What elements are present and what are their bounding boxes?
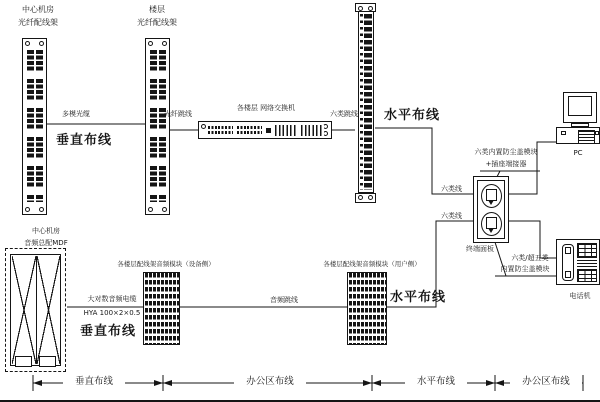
patch-panel-ports (364, 14, 372, 190)
zone-vertical-bottom-label: 垂直布线 (80, 324, 137, 339)
cat6-line-top-label: 六类线 (441, 185, 462, 193)
mdf-cross-connect-right (36, 256, 60, 364)
network-switch (198, 121, 332, 139)
pc-label: PC (573, 149, 583, 157)
audio-mdf-title-line2: 音频总配MDF (10, 239, 82, 248)
pc-screen (568, 96, 592, 116)
audio-jumper-label: 音频跳线 (270, 296, 298, 304)
cat6-line-bottom-label: 六类线 (441, 212, 462, 220)
switch-port-row (237, 131, 262, 134)
screw-icon (148, 41, 153, 46)
fiber-module-column (27, 50, 34, 202)
switch-port-row (208, 131, 233, 134)
floor-fiber-rack (145, 38, 170, 215)
audio-trunk-spec-label: HYA 100×2×0.5 (83, 309, 141, 317)
zone-vertical-top-label: 垂直布线 (56, 133, 113, 148)
fiber-mdf-title (8, 3, 68, 29)
telephone (556, 239, 600, 285)
pc-monitor (563, 92, 597, 123)
wall-outlet (473, 176, 509, 243)
jack-notch-icon (488, 228, 494, 233)
connector-outlet-to-phone (508, 221, 556, 258)
audio-module-user-title: 各楼层配线架音频模块（用户侧） (323, 260, 421, 268)
audio-module-equipment-title: 各楼层配线架音频模块（设备侧） (117, 260, 215, 268)
dimension-label-vertical: 垂直布线 (63, 376, 125, 388)
screw-icon (39, 207, 44, 212)
phone-display-lines (577, 260, 597, 268)
handset-earpiece (565, 247, 571, 254)
outlet-module-note-line1: 六类内置防尘盖模块 (474, 148, 538, 156)
pc-drive-bays (578, 130, 595, 144)
fiber-mdf-title-line2: 光纤配线架 (18, 18, 58, 27)
phone-keypad-lower (577, 269, 597, 282)
switch-led-block (266, 128, 271, 133)
cat6-jumper-label: 六类跳线 (330, 110, 358, 118)
switch-title: 各楼层 网络交换机 (236, 104, 296, 112)
dimension-arrow (495, 380, 504, 386)
patch-panel-body (358, 11, 374, 193)
zone-horizontal-top-label: 水平布线 (384, 108, 441, 123)
switch-slot-group (275, 125, 298, 136)
wall-outlet-inner-frame (477, 180, 505, 239)
fiber-module-column (150, 50, 157, 202)
floor-fiber-title-line2: 光纤配线架 (137, 18, 177, 27)
patch-panel-bottom-cap (355, 193, 376, 203)
patch-panel-port-dots (360, 14, 363, 190)
faceplate-label: 终端面板 (466, 245, 494, 253)
screw-icon (162, 207, 167, 212)
fiber-mdf-rack (22, 38, 47, 215)
dimension-arrow (363, 380, 372, 386)
fiber-module-column (36, 50, 43, 202)
telephone-label: 电话机 (569, 292, 591, 300)
phone-keypad (577, 243, 597, 258)
dimension-arrow (154, 380, 163, 386)
switch-port-row (208, 126, 233, 129)
screw-icon (39, 41, 44, 46)
floor-fiber-title (127, 3, 187, 29)
dimension-arrow (33, 380, 42, 386)
mdf-cross-connect-left (12, 256, 36, 364)
mdf-base-block (39, 356, 56, 367)
jack-module-note-line2: 内置防尘盖模块 (500, 265, 550, 273)
dimension-label-horizontal: 水平布线 (405, 376, 467, 388)
switch-slot-group (301, 125, 324, 136)
pc-case (556, 127, 600, 144)
multimode-cable-label: 多模光缆 (62, 110, 90, 118)
screw-icon (25, 41, 30, 46)
fiber-jumper-label: 光纤跳线 (164, 110, 192, 118)
mdf-base-block (15, 356, 32, 367)
dimension-label-office-2: 办公区布线 (510, 376, 582, 388)
audio-mdf-frame (10, 254, 61, 366)
dimension-arrow (372, 380, 381, 386)
audio-trunk-label: 大对数音频电缆 (87, 295, 137, 303)
audio-module-equipment-side (143, 272, 180, 345)
audio-mdf-cabinet (5, 248, 66, 372)
jack-module-note-line1: 六类/超五类 (511, 254, 549, 262)
dimension-label-office-1: 办公区布线 (234, 376, 306, 388)
screw-icon (358, 195, 363, 200)
floor-fiber-title-line1: 楼层 (149, 5, 165, 14)
pc-power-button (561, 131, 566, 135)
dimension-arrow (163, 380, 172, 386)
audio-module-user-side (347, 272, 387, 345)
screw-icon (368, 195, 373, 200)
fiber-mdf-title-line1: 中心机房 (22, 5, 54, 14)
phone-handset-icon (562, 244, 574, 281)
audio-mdf-title-line1: 中心机房 (18, 227, 74, 236)
zone-horizontal-bottom-label: 水平布线 (390, 290, 447, 305)
handset-mouthpiece (565, 271, 571, 278)
screw-icon (162, 41, 167, 46)
screw-icon (148, 207, 153, 212)
screw-icon (201, 124, 206, 129)
outlet-module-note-line2: +插座端接器 (485, 160, 527, 168)
dimension-arrow (486, 380, 495, 386)
pc-case-detail (595, 131, 599, 135)
jack-notch-icon (488, 200, 494, 205)
switch-port-row (237, 126, 262, 129)
fiber-module-column (159, 50, 166, 202)
screw-icon (25, 207, 30, 212)
